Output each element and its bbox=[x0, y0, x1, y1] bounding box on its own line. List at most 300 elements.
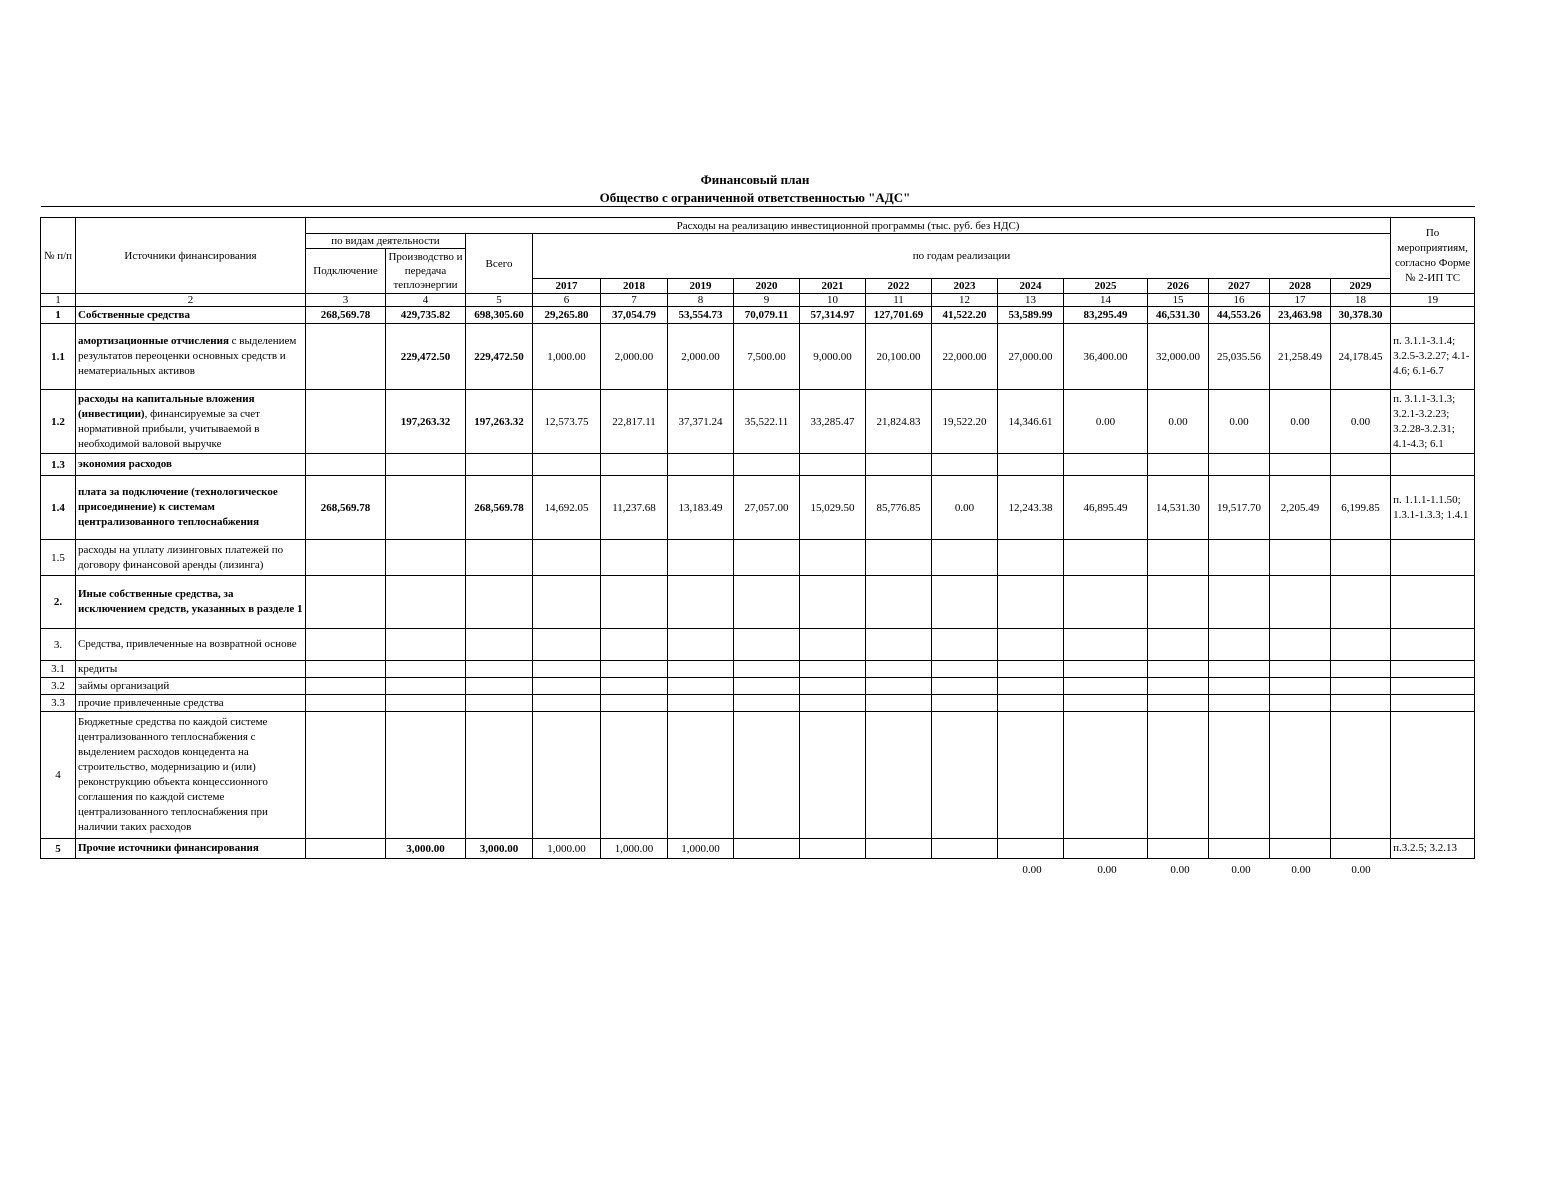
year-value bbox=[533, 576, 601, 629]
check-value: 0.00 bbox=[1351, 864, 1371, 876]
connection-value bbox=[306, 839, 386, 859]
column-number: 8 bbox=[668, 294, 734, 307]
year-value: 32,000.00 bbox=[1148, 324, 1209, 390]
year-value bbox=[1148, 629, 1209, 661]
year-value: 33,285.47 bbox=[800, 390, 866, 454]
year-value: 21,824.83 bbox=[866, 390, 932, 454]
check-value: 0.00 bbox=[1231, 864, 1251, 876]
year-header: 2025 bbox=[1064, 279, 1148, 294]
total-value bbox=[466, 540, 533, 576]
year-value bbox=[866, 839, 932, 859]
year-value: 127,701.69 bbox=[866, 307, 932, 324]
year-value: 0.00 bbox=[1209, 390, 1270, 454]
connection-value bbox=[306, 661, 386, 678]
year-value bbox=[601, 678, 668, 695]
year-value bbox=[866, 540, 932, 576]
connection-value: 268,569.78 bbox=[306, 307, 386, 324]
year-value: 53,589.99 bbox=[998, 307, 1064, 324]
total-value bbox=[466, 712, 533, 839]
year-value bbox=[1148, 576, 1209, 629]
total-value bbox=[466, 678, 533, 695]
event-reference bbox=[1391, 661, 1475, 678]
production-value bbox=[386, 576, 466, 629]
year-value: 0.00 bbox=[932, 476, 998, 540]
year-value: 21,258.49 bbox=[1270, 324, 1331, 390]
check-value: 0.00 bbox=[1170, 864, 1190, 876]
year-value: 20,100.00 bbox=[866, 324, 932, 390]
year-value: 2,000.00 bbox=[601, 324, 668, 390]
year-value: 23,463.98 bbox=[1270, 307, 1331, 324]
year-value: 37,054.79 bbox=[601, 307, 668, 324]
row-number: 1.1 bbox=[41, 324, 76, 390]
year-header: 2024 bbox=[998, 279, 1064, 294]
year-value bbox=[601, 712, 668, 839]
year-value bbox=[1209, 661, 1270, 678]
year-header: 2029 bbox=[1331, 279, 1391, 294]
column-number-row bbox=[41, 294, 1475, 307]
event-reference bbox=[1391, 712, 1475, 839]
year-value: 7,500.00 bbox=[734, 324, 800, 390]
year-value: 1,000.00 bbox=[601, 839, 668, 859]
column-number: 13 bbox=[998, 294, 1064, 307]
year-value bbox=[734, 661, 800, 678]
year-header: 2017 bbox=[533, 279, 601, 294]
year-value bbox=[998, 712, 1064, 839]
year-value bbox=[734, 695, 800, 712]
year-value: 1,000.00 bbox=[668, 839, 734, 859]
total-value bbox=[466, 661, 533, 678]
year-value bbox=[734, 576, 800, 629]
year-value bbox=[1331, 839, 1391, 859]
year-value: 1,000.00 bbox=[533, 839, 601, 859]
year-value bbox=[533, 661, 601, 678]
year-value bbox=[998, 540, 1064, 576]
row-label-bold-part: амортизационные отчисления bbox=[78, 335, 229, 347]
table-row bbox=[41, 476, 1475, 540]
year-value bbox=[1331, 661, 1391, 678]
row-number: 1 bbox=[41, 307, 76, 324]
year-value bbox=[1148, 540, 1209, 576]
year-value bbox=[734, 454, 800, 476]
row-label: экономия расходов bbox=[76, 454, 306, 476]
year-value bbox=[800, 576, 866, 629]
year-value bbox=[932, 629, 998, 661]
year-value bbox=[866, 712, 932, 839]
production-value bbox=[386, 661, 466, 678]
year-value: 13,183.49 bbox=[668, 476, 734, 540]
column-number: 2 bbox=[76, 294, 306, 307]
table-row bbox=[41, 629, 1475, 661]
row-number: 1.3 bbox=[41, 454, 76, 476]
total-value: 3,000.00 bbox=[466, 839, 533, 859]
check-value: 0.00 bbox=[1291, 864, 1311, 876]
total-value: 698,305.60 bbox=[466, 307, 533, 324]
document-title: Финансовый план bbox=[700, 172, 810, 187]
year-value bbox=[1270, 678, 1331, 695]
year-value: 1,000.00 bbox=[533, 324, 601, 390]
year-value: 46,895.49 bbox=[1064, 476, 1148, 540]
year-value bbox=[668, 695, 734, 712]
event-reference: п. 3.1.1-3.1.4; 3.2.5-3.2.27; 4.1-4.6; 6.1-6.7 bbox=[1391, 324, 1475, 390]
year-value bbox=[1209, 678, 1270, 695]
year-value: 15,029.50 bbox=[800, 476, 866, 540]
production-value bbox=[386, 454, 466, 476]
year-value bbox=[1148, 695, 1209, 712]
year-value: 22,817.11 bbox=[601, 390, 668, 454]
year-value: 22,000.00 bbox=[932, 324, 998, 390]
connection-value bbox=[306, 390, 386, 454]
year-value bbox=[800, 661, 866, 678]
production-value bbox=[386, 476, 466, 540]
year-value: 0.00 bbox=[1270, 390, 1331, 454]
table-row bbox=[41, 390, 1475, 454]
year-value: 14,531.30 bbox=[1148, 476, 1209, 540]
check-value: 0.00 bbox=[1097, 864, 1117, 876]
row-number: 5 bbox=[41, 839, 76, 859]
table-row bbox=[41, 454, 1475, 476]
year-value bbox=[998, 629, 1064, 661]
year-value bbox=[800, 678, 866, 695]
year-value bbox=[1270, 540, 1331, 576]
year-value bbox=[932, 678, 998, 695]
year-value bbox=[800, 839, 866, 859]
year-value bbox=[932, 661, 998, 678]
financial-plan-table bbox=[40, 217, 1475, 859]
total-value bbox=[466, 695, 533, 712]
year-value bbox=[1331, 576, 1391, 629]
connection-value bbox=[306, 712, 386, 839]
header-by-activity: по видам деятельности bbox=[306, 234, 466, 249]
year-value bbox=[601, 661, 668, 678]
year-value bbox=[1331, 540, 1391, 576]
production-value: 3,000.00 bbox=[386, 839, 466, 859]
event-reference bbox=[1391, 695, 1475, 712]
column-number: 14 bbox=[1064, 294, 1148, 307]
year-value bbox=[533, 629, 601, 661]
header-total: Всего bbox=[466, 234, 533, 294]
year-value bbox=[998, 839, 1064, 859]
year-value: 0.00 bbox=[1331, 390, 1391, 454]
year-value bbox=[1270, 454, 1331, 476]
year-value bbox=[668, 454, 734, 476]
year-value bbox=[533, 712, 601, 839]
production-value: 229,472.50 bbox=[386, 324, 466, 390]
row-number: 1.4 bbox=[41, 476, 76, 540]
year-value bbox=[1148, 839, 1209, 859]
column-number: 17 bbox=[1270, 294, 1331, 307]
year-value bbox=[1209, 712, 1270, 839]
year-value bbox=[998, 576, 1064, 629]
production-value bbox=[386, 540, 466, 576]
connection-value bbox=[306, 540, 386, 576]
year-value bbox=[1064, 695, 1148, 712]
year-value bbox=[800, 629, 866, 661]
column-number: 15 bbox=[1148, 294, 1209, 307]
year-value bbox=[800, 712, 866, 839]
year-value: 0.00 bbox=[1064, 390, 1148, 454]
table-row bbox=[41, 712, 1475, 839]
year-value: 19,517.70 bbox=[1209, 476, 1270, 540]
production-value: 197,263.32 bbox=[386, 390, 466, 454]
year-value: 2,205.49 bbox=[1270, 476, 1331, 540]
year-value bbox=[1064, 629, 1148, 661]
year-value bbox=[1331, 695, 1391, 712]
year-header: 2018 bbox=[601, 279, 668, 294]
column-number: 6 bbox=[533, 294, 601, 307]
column-number: 12 bbox=[932, 294, 998, 307]
year-value bbox=[1270, 839, 1331, 859]
row-number: 1.5 bbox=[41, 540, 76, 576]
year-value bbox=[1331, 454, 1391, 476]
row-label bbox=[76, 390, 306, 454]
row-number: 2. bbox=[41, 576, 76, 629]
year-value bbox=[668, 629, 734, 661]
year-value: 19,522.20 bbox=[932, 390, 998, 454]
company-name: Общество с ограниченной ответственностью "АДС" bbox=[599, 190, 911, 205]
year-header: 2028 bbox=[1270, 279, 1331, 294]
year-header: 2022 bbox=[866, 279, 932, 294]
year-value bbox=[932, 839, 998, 859]
title-underline bbox=[41, 206, 1475, 207]
header-source: Источники финансирования bbox=[76, 218, 306, 294]
year-value bbox=[1064, 576, 1148, 629]
year-value: 24,178.45 bbox=[1331, 324, 1391, 390]
column-number: 3 bbox=[306, 294, 386, 307]
year-value bbox=[734, 678, 800, 695]
connection-value bbox=[306, 695, 386, 712]
year-value bbox=[533, 678, 601, 695]
year-value bbox=[734, 629, 800, 661]
table-row bbox=[41, 307, 1475, 324]
production-value bbox=[386, 712, 466, 839]
year-value bbox=[800, 540, 866, 576]
row-label-rest: с выделением результатов переоценки основных средств и нематериальных активов bbox=[78, 335, 297, 377]
year-value: 57,314.97 bbox=[800, 307, 866, 324]
connection-value bbox=[306, 678, 386, 695]
year-header: 2026 bbox=[1148, 279, 1209, 294]
year-value bbox=[932, 695, 998, 712]
year-value bbox=[1270, 661, 1331, 678]
year-value: 41,522.20 bbox=[932, 307, 998, 324]
year-value bbox=[866, 695, 932, 712]
row-number: 3.3 bbox=[41, 695, 76, 712]
column-number: 1 bbox=[41, 294, 76, 307]
year-value: 30,378.30 bbox=[1331, 307, 1391, 324]
row-label: плата за подключение (технологическое присоединение) к системам централизованного теплоснабжения bbox=[76, 476, 306, 540]
column-number: 11 bbox=[866, 294, 932, 307]
year-value bbox=[1270, 576, 1331, 629]
year-value bbox=[533, 540, 601, 576]
row-label: Прочие источники финансирования bbox=[76, 839, 306, 859]
year-value bbox=[1148, 678, 1209, 695]
year-value bbox=[1209, 629, 1270, 661]
production-value bbox=[386, 678, 466, 695]
event-reference bbox=[1391, 307, 1475, 324]
header-num: № п/п bbox=[41, 218, 76, 294]
year-value bbox=[932, 540, 998, 576]
year-value bbox=[533, 695, 601, 712]
year-value bbox=[1148, 454, 1209, 476]
year-value: 14,346.61 bbox=[998, 390, 1064, 454]
year-value bbox=[1064, 661, 1148, 678]
connection-value: 268,569.78 bbox=[306, 476, 386, 540]
column-number: 7 bbox=[601, 294, 668, 307]
year-value bbox=[601, 454, 668, 476]
header-connection: Подключение bbox=[306, 249, 386, 294]
table-row bbox=[41, 678, 1475, 695]
event-reference bbox=[1391, 576, 1475, 629]
connection-value bbox=[306, 576, 386, 629]
year-value bbox=[1064, 712, 1148, 839]
year-value bbox=[866, 678, 932, 695]
total-value bbox=[466, 576, 533, 629]
year-value: 35,522.11 bbox=[734, 390, 800, 454]
row-number: 3.2 bbox=[41, 678, 76, 695]
year-value bbox=[734, 712, 800, 839]
check-value: 0.00 bbox=[1022, 864, 1042, 876]
total-value: 268,569.78 bbox=[466, 476, 533, 540]
row-label: Иные собственные средства, за исключением средств, указанных в разделе 1 bbox=[76, 576, 306, 629]
row-label: Собственные средства bbox=[76, 307, 306, 324]
event-reference bbox=[1391, 540, 1475, 576]
production-value bbox=[386, 629, 466, 661]
year-value: 11,237.68 bbox=[601, 476, 668, 540]
year-value: 6,199.85 bbox=[1331, 476, 1391, 540]
year-value bbox=[734, 540, 800, 576]
year-value: 36,400.00 bbox=[1064, 324, 1148, 390]
year-value bbox=[1331, 629, 1391, 661]
total-value: 197,263.32 bbox=[466, 390, 533, 454]
header-expenses: Расходы на реализацию инвестиционной программы (тыс. руб. без НДС) bbox=[306, 218, 1391, 234]
year-value bbox=[998, 678, 1064, 695]
production-value bbox=[386, 695, 466, 712]
year-value bbox=[1209, 839, 1270, 859]
year-value bbox=[932, 576, 998, 629]
year-value: 29,265.80 bbox=[533, 307, 601, 324]
total-value: 229,472.50 bbox=[466, 324, 533, 390]
year-value: 12,243.38 bbox=[998, 476, 1064, 540]
year-value bbox=[1209, 454, 1270, 476]
year-value: 46,531.30 bbox=[1148, 307, 1209, 324]
year-value bbox=[1270, 712, 1331, 839]
year-value: 83,295.49 bbox=[1064, 307, 1148, 324]
year-value bbox=[800, 695, 866, 712]
column-number: 9 bbox=[734, 294, 800, 307]
column-number: 10 bbox=[800, 294, 866, 307]
year-value bbox=[1064, 540, 1148, 576]
row-label-bold-part: расходы на капитальные вложения (инвестиции) bbox=[78, 392, 255, 420]
row-number: 3. bbox=[41, 629, 76, 661]
table-row bbox=[41, 540, 1475, 576]
row-label: Бюджетные средства по каждой системе централизованного теплоснабжения с выделением расходов концедента на строительство, модернизацию и (или) реконструкцию объекта концессионного соглашения по каждой системе централизованного теплоснабжения при наличии таких расходов bbox=[76, 712, 306, 839]
year-value bbox=[998, 454, 1064, 476]
year-value bbox=[866, 629, 932, 661]
year-value bbox=[668, 540, 734, 576]
year-value bbox=[533, 454, 601, 476]
year-value bbox=[1148, 661, 1209, 678]
connection-value bbox=[306, 324, 386, 390]
event-reference bbox=[1391, 629, 1475, 661]
production-value: 429,735.82 bbox=[386, 307, 466, 324]
column-number: 5 bbox=[466, 294, 533, 307]
year-value bbox=[1270, 695, 1331, 712]
row-number: 4 bbox=[41, 712, 76, 839]
year-value bbox=[1209, 695, 1270, 712]
row-number: 1.2 bbox=[41, 390, 76, 454]
year-value: 2,000.00 bbox=[668, 324, 734, 390]
row-label: прочие привлеченные средства bbox=[76, 695, 306, 712]
table-row bbox=[41, 839, 1475, 859]
year-value: 53,554.73 bbox=[668, 307, 734, 324]
column-number: 4 bbox=[386, 294, 466, 307]
year-value: 25,035.56 bbox=[1209, 324, 1270, 390]
year-value bbox=[932, 712, 998, 839]
column-number: 19 bbox=[1391, 294, 1475, 307]
year-value bbox=[668, 576, 734, 629]
year-value: 70,079.11 bbox=[734, 307, 800, 324]
year-value: 12,573.75 bbox=[533, 390, 601, 454]
row-label: кредиты bbox=[76, 661, 306, 678]
year-value: 27,000.00 bbox=[998, 324, 1064, 390]
year-value bbox=[734, 839, 800, 859]
year-value bbox=[1064, 454, 1148, 476]
table-row bbox=[41, 576, 1475, 629]
year-value bbox=[1148, 712, 1209, 839]
header-production: Производство и передача теплоэнергии bbox=[386, 249, 466, 294]
year-value bbox=[668, 712, 734, 839]
column-number: 18 bbox=[1331, 294, 1391, 307]
event-reference: п. 1.1.1-1.1.50; 1.3.1-1.3.3; 1.4.1 bbox=[1391, 476, 1475, 540]
row-label bbox=[76, 324, 306, 390]
year-value bbox=[998, 661, 1064, 678]
year-value bbox=[1331, 678, 1391, 695]
year-value bbox=[601, 540, 668, 576]
year-value bbox=[866, 454, 932, 476]
header-events: По мероприятиям, согласно Форме № 2-ИП ТС bbox=[1391, 218, 1475, 294]
year-value bbox=[998, 695, 1064, 712]
year-value: 37,371.24 bbox=[668, 390, 734, 454]
row-label: расходы на уплату лизинговых платежей по договору финансовой аренды (лизинга) bbox=[76, 540, 306, 576]
year-value bbox=[601, 695, 668, 712]
year-value: 27,057.00 bbox=[734, 476, 800, 540]
event-reference bbox=[1391, 678, 1475, 695]
event-reference bbox=[1391, 454, 1475, 476]
year-value bbox=[601, 576, 668, 629]
year-header: 2021 bbox=[800, 279, 866, 294]
row-number: 3.1 bbox=[41, 661, 76, 678]
column-number: 16 bbox=[1209, 294, 1270, 307]
connection-value bbox=[306, 454, 386, 476]
year-value bbox=[800, 454, 866, 476]
year-header: 2020 bbox=[734, 279, 800, 294]
table-body bbox=[41, 307, 1475, 859]
year-value bbox=[1270, 629, 1331, 661]
table-row bbox=[41, 695, 1475, 712]
header-by-years: по годам реализации bbox=[533, 234, 1391, 279]
year-value: 44,553.26 bbox=[1209, 307, 1270, 324]
year-header: 2027 bbox=[1209, 279, 1270, 294]
year-value bbox=[866, 661, 932, 678]
year-value: 0.00 bbox=[1148, 390, 1209, 454]
event-reference: п. 3.1.1-3.1.3; 3.2.1-3.2.23; 3.2.28-3.2.31; 4.1-4.3; 6.1 bbox=[1391, 390, 1475, 454]
year-value bbox=[668, 661, 734, 678]
connection-value bbox=[306, 629, 386, 661]
year-value: 85,776.85 bbox=[866, 476, 932, 540]
year-value bbox=[1209, 540, 1270, 576]
year-header: 2019 bbox=[668, 279, 734, 294]
year-value bbox=[1209, 576, 1270, 629]
row-label-rest: , финансируемые за счет нормативной прибыли, учитываемой в необходимой валовой выручке bbox=[78, 407, 260, 450]
